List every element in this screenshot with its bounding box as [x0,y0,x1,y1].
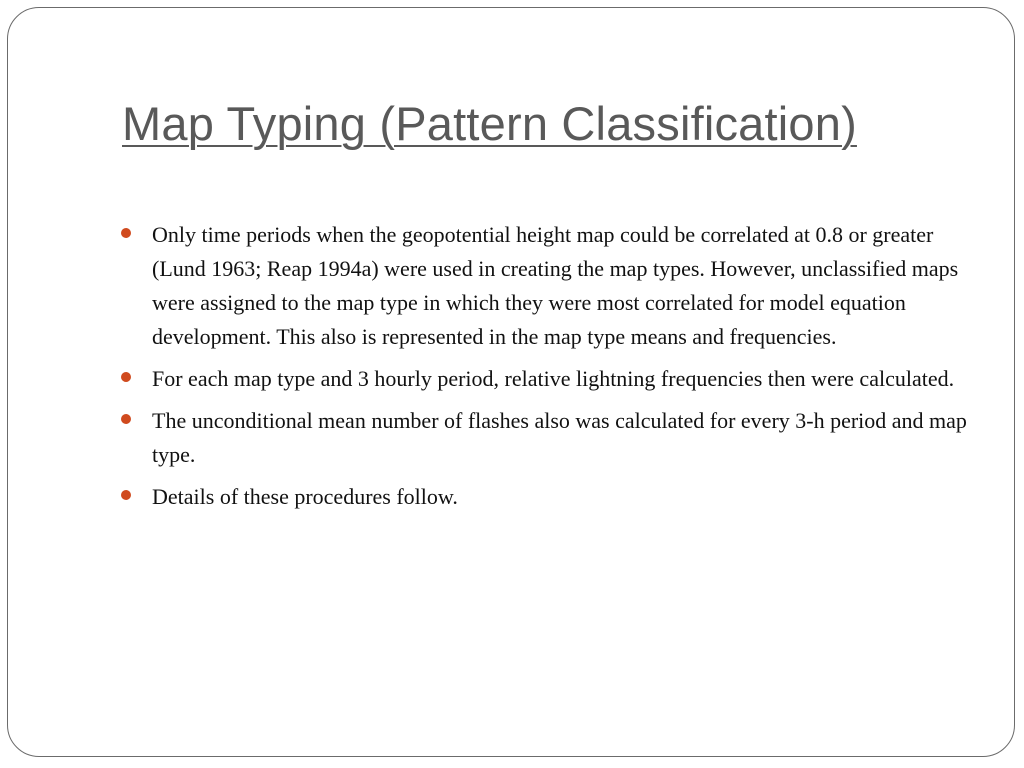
bullet-item [121,362,983,396]
bullet-dot-icon [121,372,131,382]
slide-title: Map Typing (Pattern Classification) [122,97,857,150]
bullet-list [121,218,983,522]
bullet-item [121,480,983,514]
slide-frame [7,7,1015,757]
bullet-dot-icon [121,228,131,238]
bullet-text: Only time periods when the geopotential height map could be correlated at 0.8 or greater (Lund 1963; Reap 1994a) were used in creating the map types. However, unclassified maps were assigned to the map type in which they were most correlated for model equation development. This also is represented in the map type means and frequencies. [152,222,959,349]
bullet-item [121,218,983,354]
bullet-dot-icon [121,490,131,500]
bullet-dot-icon [121,414,131,424]
bullet-text: Details of these procedures follow. [152,484,458,509]
bullet-item [121,404,983,472]
bullet-text: For each map type and 3 hourly period, relative lightning frequencies then were calculated. [152,366,955,391]
bullet-text: The unconditional mean number of flashes also was calculated for every 3-h period and map type. [152,408,967,467]
